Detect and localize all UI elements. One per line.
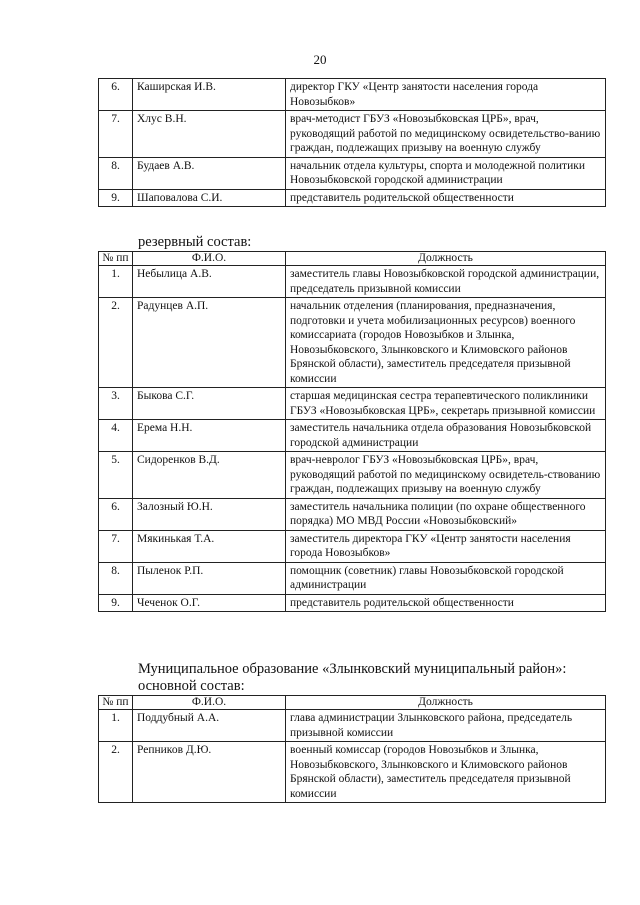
member-name: Репников Д.Ю. — [133, 742, 286, 803]
row-number: 6. — [99, 79, 133, 111]
member-name: Чеченок О.Г. — [133, 594, 286, 612]
row-number: 7. — [99, 530, 133, 562]
row-number: 8. — [99, 562, 133, 594]
member-position: представитель родительской общественности — [286, 189, 606, 207]
table-row — [99, 266, 606, 298]
member-name: Поддубный А.А. — [133, 710, 286, 742]
table-row — [99, 298, 606, 388]
member-position: начальник отделения (планирования, предназначения, подготовки и учета мобилизационных ресурсов) военного комиссариата (городов Новозыбков и Злынка, Новозыбковского, Злынковского и Климовского районов Брянской области), заместитель председателя призывной комиссии — [286, 298, 606, 388]
member-name: Будаев А.В. — [133, 157, 286, 189]
municipality-commission-table — [98, 695, 606, 803]
member-position: заместитель начальника полиции (по охране общественного порядка) МО МВД России «Новозыбковский» — [286, 498, 606, 530]
member-position: военный комиссар (городов Новозыбков и Злынка, Новозыбковского, Злынковского и Климовского районов Брянской области), заместитель председателя призывной комиссии — [286, 742, 606, 803]
municipality-heading-line2: основной состав: — [138, 678, 245, 694]
member-name: Радунцев А.П. — [133, 298, 286, 388]
member-name: Быкова С.Г. — [133, 388, 286, 420]
member-position: заместитель главы Новозыбковской городской администрации, председатель призывной комиссии — [286, 266, 606, 298]
member-name: Шаповалова С.И. — [133, 189, 286, 207]
header-name: Ф.И.О. — [133, 252, 286, 266]
member-name: Сидоренков В.Д. — [133, 452, 286, 499]
row-number: 8. — [99, 157, 133, 189]
municipality-heading-line1: Муниципальное образование «Злынковский муниципальный район»: — [138, 661, 567, 677]
commission-table-continued — [98, 78, 606, 207]
page-number: 20 — [313, 52, 327, 67]
table-header-row — [99, 696, 606, 710]
member-position: заместитель начальника отдела образования Новозыбковской городской администрации — [286, 420, 606, 452]
row-number: 1. — [99, 266, 133, 298]
row-number: 1. — [99, 710, 133, 742]
member-position: старшая медицинская сестра терапевтического поликлиники ГБУЗ «Новозыбковская ЦРБ», секретарь призывной комиссии — [286, 388, 606, 420]
table-row — [99, 111, 606, 158]
header-name: Ф.И.О. — [133, 696, 286, 710]
table-row — [99, 594, 606, 612]
row-number: 9. — [99, 594, 133, 612]
table-row — [99, 710, 606, 742]
row-number: 6. — [99, 498, 133, 530]
member-position: врач-методист ГБУЗ «Новозыбковская ЦРБ», врач, руководящий работой по медицинскому освидетельство-ванию граждан, подлежащих призыву на военную службу — [286, 111, 606, 158]
table-row — [99, 498, 606, 530]
table-row — [99, 742, 606, 803]
row-number: 4. — [99, 420, 133, 452]
table-row — [99, 420, 606, 452]
table-row — [99, 388, 606, 420]
row-number: 2. — [99, 742, 133, 803]
row-number: 5. — [99, 452, 133, 499]
header-position: Должность — [286, 252, 606, 266]
row-number: 9. — [99, 189, 133, 207]
member-name: Хлус В.Н. — [133, 111, 286, 158]
table-row — [99, 562, 606, 594]
member-position: начальник отдела культуры, спорта и молодежной политики Новозыбковской городской администрации — [286, 157, 606, 189]
member-name: Мякинькая Т.А. — [133, 530, 286, 562]
reserve-heading: резервный состав: — [138, 234, 252, 250]
table-row — [99, 530, 606, 562]
table-row — [99, 452, 606, 499]
member-position: глава администрации Злынковского района, председатель призывной комиссии — [286, 710, 606, 742]
member-name: Небылица А.В. — [133, 266, 286, 298]
row-number: 7. — [99, 111, 133, 158]
member-position: директор ГКУ «Центр занятости населения города Новозыбков» — [286, 79, 606, 111]
table-header-row — [99, 252, 606, 266]
table-row — [99, 157, 606, 189]
member-position: представитель родительской общественности — [286, 594, 606, 612]
member-position: помощник (советник) главы Новозыбковской городской администрации — [286, 562, 606, 594]
row-number: 2. — [99, 298, 133, 388]
member-position: заместитель директора ГКУ «Центр занятости населения города Новозыбков» — [286, 530, 606, 562]
header-num: № пп — [99, 696, 133, 710]
municipality-heading — [138, 661, 566, 695]
header-num: № пп — [99, 252, 133, 266]
member-name: Залозный Ю.Н. — [133, 498, 286, 530]
table-row — [99, 189, 606, 207]
row-number: 3. — [99, 388, 133, 420]
member-name: Пыленок Р.П. — [133, 562, 286, 594]
header-position: Должность — [286, 696, 606, 710]
member-position: врач-невролог ГБУЗ «Новозыбковская ЦРБ», врач, руководящий работой по медицинскому освидетель-ствованию граждан, подлежащих призыву на военную службу — [286, 452, 606, 499]
reserve-commission-table — [98, 251, 606, 612]
table-row — [99, 79, 606, 111]
member-name: Ерема Н.Н. — [133, 420, 286, 452]
member-name: Каширская И.В. — [133, 79, 286, 111]
